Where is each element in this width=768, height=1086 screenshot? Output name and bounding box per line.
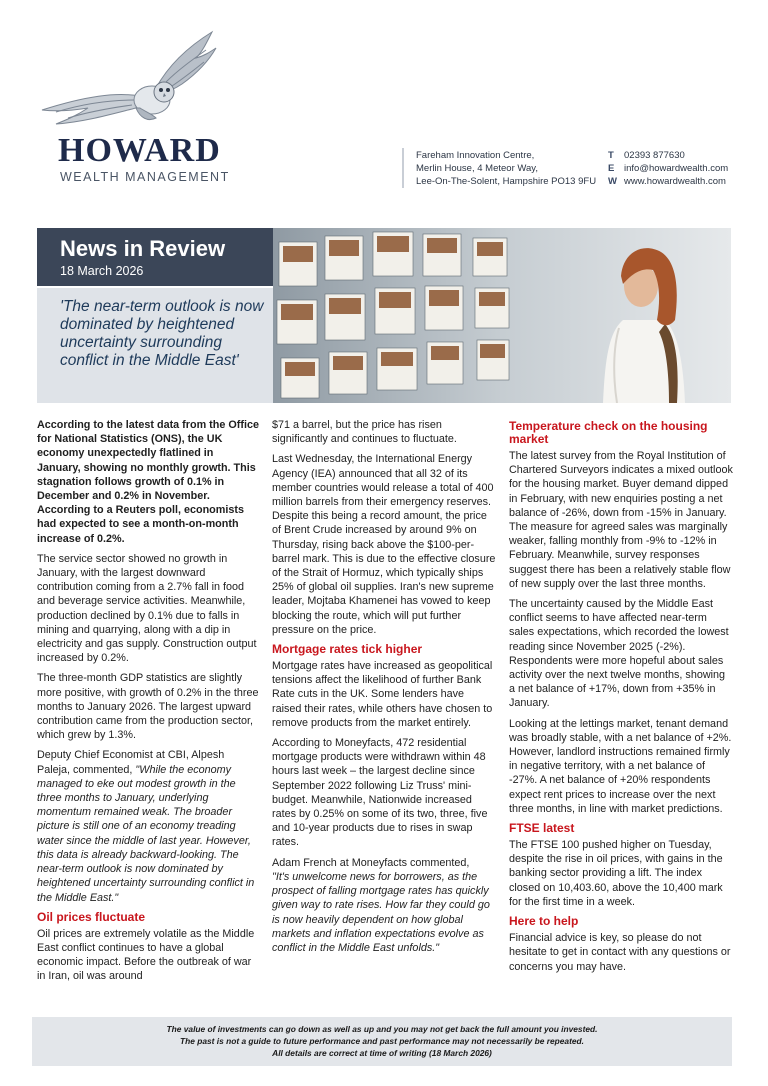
contact-phone xyxy=(608,149,728,162)
email-label: E xyxy=(608,163,615,174)
quote-text: "While the economy managed to eke out modest growth in the three months to January, underlying momentum remained weak. The broader picture is still one of an economy treading water since the middle of last year. However, this data is already backward-looking. The near-term outlook is now dominated by heightened uncertainty surrounding conflict in the Middle East." xyxy=(37,763,255,904)
pull-quote: 'The near-term outlook is now dominated by heightened uncertainty surrounding conflict in the Middle East' xyxy=(60,298,264,369)
article-column-2 xyxy=(272,418,496,961)
quote-intro: Deputy Chief Economist at CBI, Alpesh Paleja, commented, xyxy=(37,749,225,776)
quote-paragraph xyxy=(37,748,259,904)
paragraph: Mortgage rates have increased as geopolitical tensions affect the likelihood of further Bank Rate cuts in the UK. Some lenders have raised their rates, while others have chosen to remove products from the market entirely. xyxy=(272,660,493,729)
address-line-1: Fareham Innovation Centre, xyxy=(416,150,535,161)
disclaimer-line-1: The value of investments can go down as well as up and you may not get back the full amount you invested. xyxy=(166,1024,598,1034)
brand-name: HOWARD xyxy=(58,132,221,169)
paragraph: Last Wednesday, the International Energy Agency (IEA) announced that all 32 of its member countries would release a total of 400 million barrels from their emergency reserves. Despite this being a record amount, the price of Brent Crude increased by around 9% on Thursday, rising back above the $100-per-barrel mark. This is due to the effective closure of the Strait of Hormuz, which typically ships 25% of global oil supplies. Iran's new supreme leader, Mojtaba Khamenei has vowed to keep blocking the route, which will put further pressure on the price. xyxy=(272,453,496,636)
contact-block xyxy=(608,149,728,188)
contact-email xyxy=(608,162,728,175)
estate-agent-window-photo xyxy=(273,228,731,403)
web-label: W xyxy=(608,176,617,187)
article-column-1 xyxy=(37,418,259,990)
phone-number: 02393 877630 xyxy=(624,150,685,161)
brand-subtitle: WEALTH MANAGEMENT xyxy=(60,170,230,184)
paragraph: The FTSE 100 pushed higher on Tuesday, despite the rise in oil prices, with gains in the banking sector providing a lift. The index closed on 10,403.60, above the 10,400 mark for the first time in a week. xyxy=(509,839,723,908)
phone-label: T xyxy=(608,150,614,161)
paragraph: According to Moneyfacts, 472 residential mortgage products were withdrawn within 48 hours last week – the largest decline since September 2022 following Liz Truss' mini-budget. Meanwhile, Nationwide increased rates by 0.25% on some of its two, three, five and 10-year products due to rises in swap rates. xyxy=(272,737,488,849)
heading-housing-market: Temperature check on the housing market xyxy=(509,419,708,446)
disclaimer-line-3: All details are correct at time of writing (18 March 2026) xyxy=(272,1048,492,1058)
heading-oil-prices: Oil prices fluctuate xyxy=(37,909,146,924)
disclaimer-line-2: The past is not a guide to future performance and past performance may not necessarily be repeated. xyxy=(180,1036,584,1046)
quote-intro: Adam French at Moneyfacts commented, xyxy=(272,856,470,869)
quote-text: "It's unwelcome news for borrowers, as the prospect of falling mortgage rates has quickly given way to rate rises. How far they could go is now heavily dependent on how global markets and inflation expectations evolve as conflict in the Middle East unfolds." xyxy=(272,870,490,954)
paragraph: The three-month GDP statistics are slightly more positive, with growth of 0.2% in the three months to January 2026. The largest upward contribution came from the production sector, which grew by 1.3%. xyxy=(37,672,259,742)
address-line-2: Merlin House, 4 Meteor Way, xyxy=(416,163,538,174)
heading-ftse: FTSE latest xyxy=(509,821,575,836)
web-link[interactable]: www.howardwealth.com xyxy=(624,176,726,187)
lead-paragraph: According to the latest data from the Office for National Statistics (ONS), the UK economy unexpectedly flatlined in January, showing no monthly growth. This stagnation follows growth of 0.1% in December and 0.2% in November. According to a Reuters poll, economists had expected to see a month-on-month increase of 0.2%. xyxy=(37,419,259,545)
paragraph: Looking at the lettings market, tenant demand was broadly stable, with a net balance of +2%. However, landlord instructions remained firmly in negative territory, with a net balance of -27%. A net balance of +20% respondents expect rent prices to increase over the next three months, in line with market predictions. xyxy=(509,717,732,815)
quote-paragraph xyxy=(272,856,496,870)
page-title: News in Review xyxy=(60,236,226,261)
paragraph: The service sector showed no growth in January, with the largest downward contribution coming from a 2.7% fall in food and beverage service activities. Meanwhile, production declined by 0.1% due to falls in mining and quarrying, along with a dip in electricity and gas supply. Construction output increased by 0.2%. xyxy=(37,552,257,665)
address-divider xyxy=(402,148,404,188)
paragraph: $71 a barrel, but the price has risen significantly and continues to fluctuate. xyxy=(272,419,457,446)
heading-help: Here to help xyxy=(509,914,579,929)
paragraph: The latest survey from the Royal Institution of Chartered Surveyors indicates a mixed outlook for the housing market. Buyer demand dipped in February, with new enquiries posting a net balance of -26%, down from -15% in January. The measure for agreed sales was marginally weaker, falling monthly from -9% to -12% in February. Meanwhile, survey responses suggest there has been a relatively stable flow of new supply over the last three months. xyxy=(509,450,733,590)
address-block xyxy=(416,149,596,188)
paragraph: Oil prices are extremely volatile as the Middle East conflict continues to have a global economic impact. Before the outbreak of war in Iran, oil was around xyxy=(37,927,255,983)
address-line-3: Lee-On-The-Solent, Hampshire PO13 9FU xyxy=(416,176,597,187)
issue-date: 18 March 2026 xyxy=(60,264,144,278)
email-link[interactable]: info@howardwealth.com xyxy=(624,163,729,174)
article-column-3 xyxy=(509,418,733,980)
owl-logo-icon xyxy=(36,26,226,136)
paragraph: The uncertainty caused by the Middle East conflict seems to have affected near-term sales expectations, which recorded the lowest reading since November 2025 (-2%). Respondents were more hopeful about sales activity over the next twelve months, showing a net balance of +17%, down from +35% in January. xyxy=(509,598,729,710)
heading-mortgage-rates: Mortgage rates tick higher xyxy=(272,642,423,657)
contact-web xyxy=(608,175,728,188)
paragraph: Financial advice is key, so please do not hesitate to get in contact with any questions or concerns you may have. xyxy=(509,932,731,973)
disclaimer xyxy=(32,1023,732,1059)
